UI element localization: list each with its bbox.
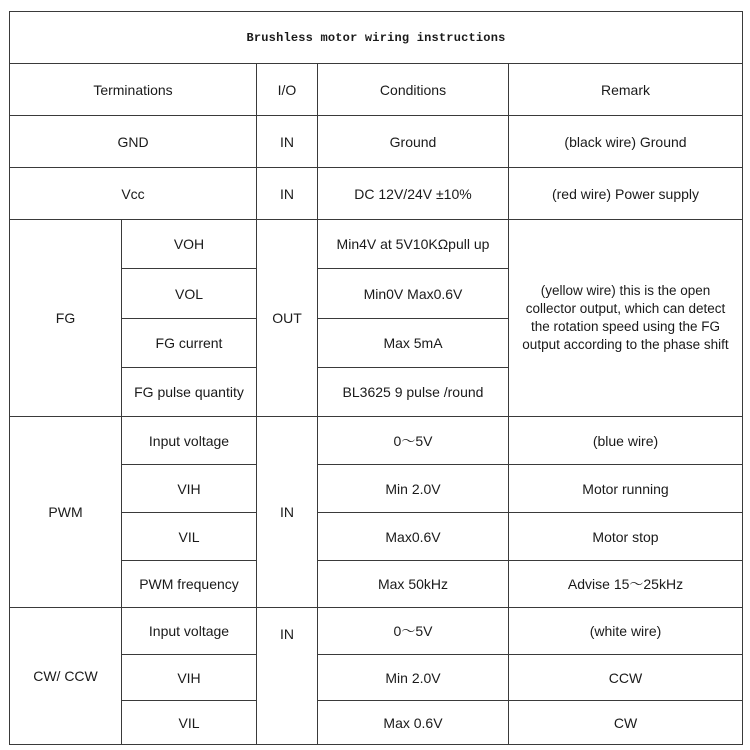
remark-vcc: (red wire) Power supply — [509, 168, 743, 220]
header-remark: Remark — [509, 64, 743, 116]
group-fg: FG — [10, 220, 122, 417]
group-cw-ccw: CW/ CCW — [10, 608, 122, 745]
pwm-item-name: PWM frequency — [122, 561, 257, 608]
header-terminations: Terminations — [10, 64, 257, 116]
condition-vcc: DC 12V/24V ±10% — [318, 168, 509, 220]
pwm-item-condition: Max0.6V — [318, 513, 509, 561]
header-conditions: Conditions — [318, 64, 509, 116]
cw-item-remark: CW — [509, 701, 743, 745]
pwm-item-condition: 0～5V — [318, 417, 509, 465]
table-row-vcc — [10, 168, 743, 220]
pwm-item-remark: Advise 15～25kHz — [509, 561, 743, 608]
io-pwm: IN — [257, 417, 318, 608]
table-row-pwm-input — [10, 417, 743, 465]
pwm-item-name: Input voltage — [122, 417, 257, 465]
pwm-item-condition: Max 50kHz — [318, 561, 509, 608]
cw-item-name: VIL — [122, 701, 257, 745]
io-fg: OUT — [257, 220, 318, 417]
remark-fg: (yellow wire) this is the open collector output, which can detect the rotation speed using the FG output according to the phase shift — [509, 220, 743, 417]
cw-item-condition: 0～5V — [318, 608, 509, 655]
fg-item-name: FG pulse quantity — [122, 368, 257, 417]
io-cw-ccw: IN — [257, 608, 318, 745]
fg-item-condition: Min4V at 5V10KΩpull up — [318, 220, 509, 269]
pwm-item-remark: Motor running — [509, 465, 743, 513]
title-row — [10, 12, 743, 64]
header-io: I/O — [257, 64, 318, 116]
cw-item-condition: Max 0.6V — [318, 701, 509, 745]
table-title: Brushless motor wiring instructions — [10, 12, 743, 64]
fg-item-condition: BL3625 9 pulse /round — [318, 368, 509, 417]
pwm-item-remark: (blue wire) — [509, 417, 743, 465]
cw-item-name: VIH — [122, 655, 257, 701]
fg-item-condition: Max 5mA — [318, 319, 509, 368]
cw-item-name: Input voltage — [122, 608, 257, 655]
pwm-item-remark: Motor stop — [509, 513, 743, 561]
group-pwm: PWM — [10, 417, 122, 608]
termination-gnd: GND — [10, 116, 257, 168]
pwm-item-name: VIL — [122, 513, 257, 561]
fg-item-name: FG current — [122, 319, 257, 368]
cw-item-remark: (white wire) — [509, 608, 743, 655]
header-row — [10, 64, 743, 116]
fg-item-name: VOH — [122, 220, 257, 269]
cw-item-condition: Min 2.0V — [318, 655, 509, 701]
io-vcc: IN — [257, 168, 318, 220]
termination-vcc: Vcc — [10, 168, 257, 220]
table-row-gnd — [10, 116, 743, 168]
table-row-fg-voh — [10, 220, 743, 269]
pwm-item-name: VIH — [122, 465, 257, 513]
remark-gnd: (black wire) Ground — [509, 116, 743, 168]
table-row-cw-input — [10, 608, 743, 655]
io-gnd: IN — [257, 116, 318, 168]
fg-item-condition: Min0V Max0.6V — [318, 269, 509, 319]
pwm-item-condition: Min 2.0V — [318, 465, 509, 513]
fg-item-name: VOL — [122, 269, 257, 319]
condition-gnd: Ground — [318, 116, 509, 168]
cw-item-remark: CCW — [509, 655, 743, 701]
wiring-table — [9, 11, 743, 745]
